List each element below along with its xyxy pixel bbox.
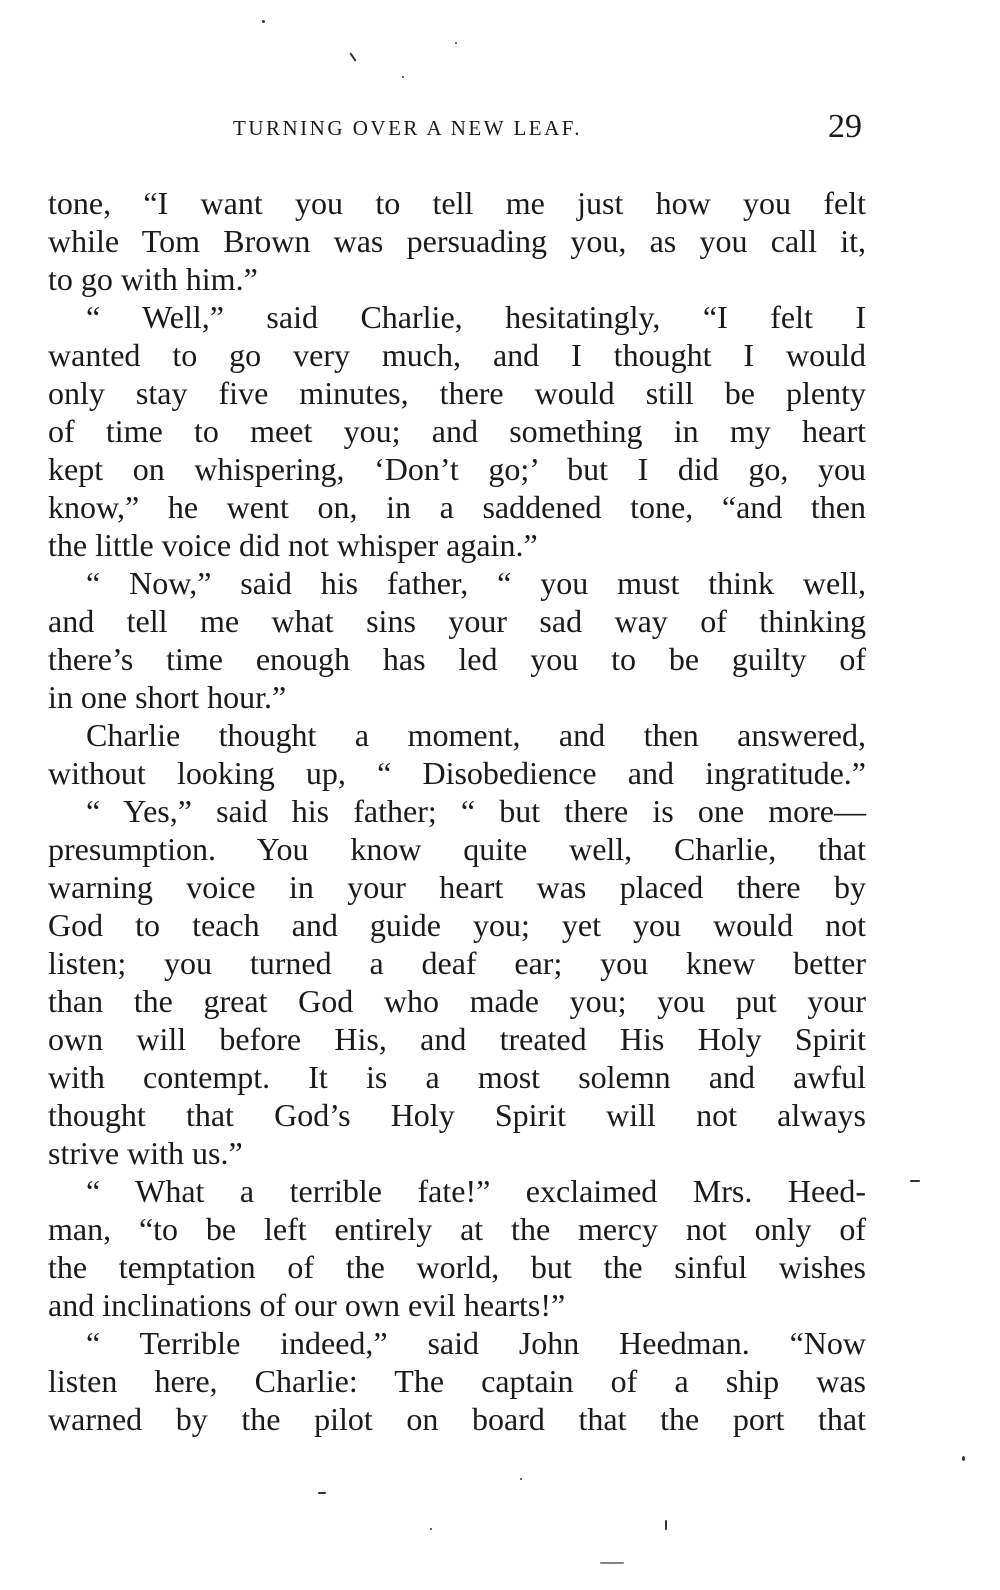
scan-speck [430,1528,432,1530]
text-line: “ What a terrible fate!” exclaimed Mrs. Heed- [86,1173,866,1209]
scan-speck [520,1478,522,1480]
scan-speck [600,1562,624,1564]
scan-speck [665,1520,667,1530]
text-line: thought that God’s Holy Spirit will not always [48,1097,866,1133]
scan-speck [402,76,404,78]
text-line: the little voice did not whisper again.” [48,527,538,563]
text-line: own will before His, and treated His Holy Spirit [48,1021,866,1057]
scan-speck [962,1456,965,1461]
text-line: listen here, Charlie: The captain of a ship was [48,1363,866,1399]
text-line: strive with us.” [48,1135,243,1171]
text-line: and inclinations of our own evil hearts!” [48,1287,566,1323]
text-line: kept on whispering, ‘Don’t go;’ but I did go, you [48,451,866,487]
page-number: 29 [828,108,862,145]
text-line: wanted to go very much, and I thought I would [48,337,866,373]
text-line: “ Well,” said Charlie, hesitatingly, “I felt I [86,299,866,335]
text-line: and tell me what sins your sad way of thinking [48,603,866,639]
text-line: tone, “I want you to tell me just how you felt [48,185,866,221]
text-line: God to teach and guide you; yet you would not [48,907,866,943]
text-line: in one short hour.” [48,679,287,715]
text-line: the temptation of the world, but the sinful wishes [48,1249,866,1285]
text-line: with contempt. It is a most solemn and awful [48,1059,866,1095]
scan-speck [910,1180,920,1182]
body-text [48,184,866,1438]
text-line: “ Yes,” said his father; “ but there is one more— [86,793,866,829]
text-line: only stay five minutes, there would still be plenty [48,375,866,411]
scan-speck [262,20,265,23]
text-line: warning voice in your heart was placed there by [48,869,866,905]
scan-speck [349,52,356,61]
running-head [48,108,862,148]
scan-speck [318,1492,326,1494]
text-line: presumption. You know quite well, Charlie, that [48,831,866,867]
text-line: there’s time enough has led you to be guilty of [48,641,866,677]
text-line: man, “to be left entirely at the mercy not only of [48,1211,866,1247]
text-line: listen; you turned a deaf ear; you knew better [48,945,866,981]
text-line: to go with him.” [48,261,258,297]
text-line: “ Terrible indeed,” said John Heedman. “Now [86,1325,866,1361]
text-line: without looking up, “ Disobedience and ingratitude.” [48,755,866,791]
scan-speck [455,42,457,44]
text-line: of time to meet you; and something in my heart [48,413,866,449]
text-line: than the great God who made you; you put your [48,983,866,1019]
running-title: TURNING OVER A NEW LEAF. [233,116,583,140]
text-line: Charlie thought a moment, and then answered, [86,717,866,753]
text-line: while Tom Brown was persuading you, as you call it, [48,223,866,259]
text-line: know,” he went on, in a saddened tone, “and then [48,489,866,525]
text-line: warned by the pilot on board that the port that [48,1401,866,1437]
text-line: “ Now,” said his father, “ you must think well, [86,565,866,601]
